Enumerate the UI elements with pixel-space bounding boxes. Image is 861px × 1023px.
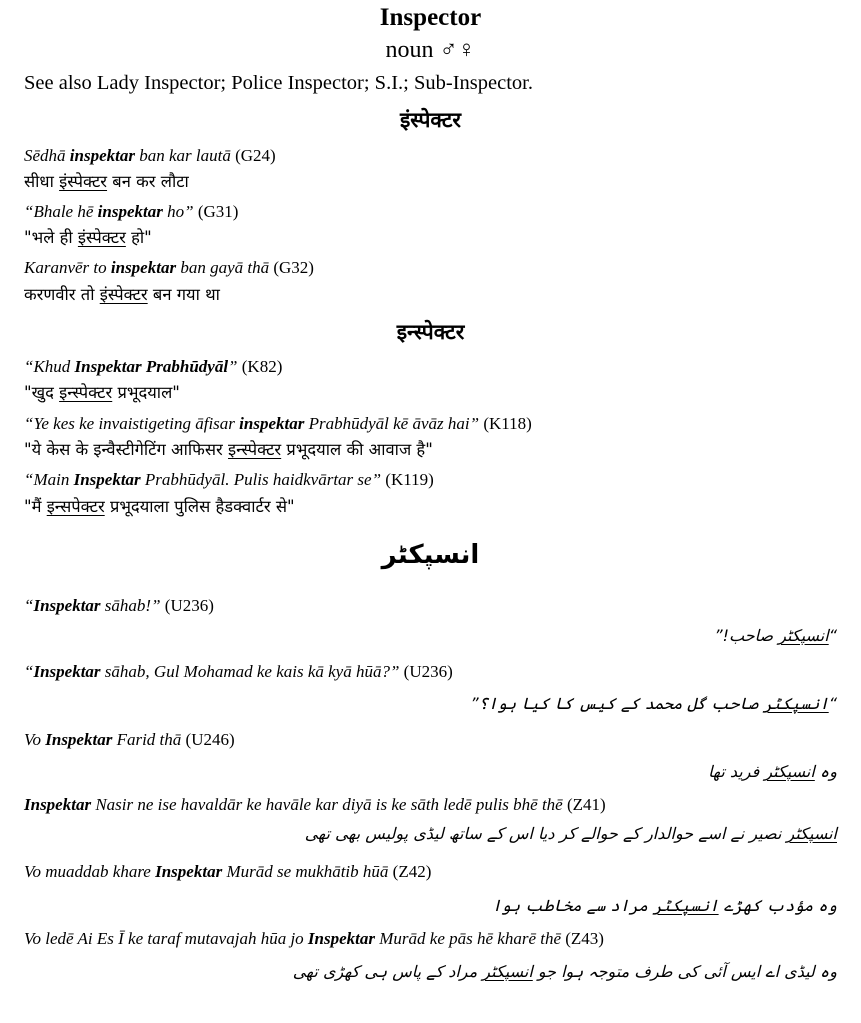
example-urdu: “انسپکٹر صاحب!” — [714, 626, 837, 645]
example-urdu: “انسپکٹر صاحب گل محمد کے کیس کا کیا ہوا؟” — [470, 694, 837, 713]
part-of-speech: noun — [385, 37, 434, 63]
example-urdu: انسپکٹر نصیر نے اسے حوالدار کے حوالے کر دیا اس کے ساتھ لیڈی پولیس بھی تھی — [304, 824, 837, 843]
example-romanized: “Inspektar sāhab!” (U236) — [24, 596, 214, 615]
example-urdu: وہ مؤدب کھڑے انسپکٹر مراد سے مخاطب ہوا — [492, 896, 837, 915]
example-devanagari: "खुद इन्स्पेक्टर प्रभूदयाल" — [24, 383, 180, 402]
example-urdu: وہ لیڈی اے ایس آئی کی طرف متوجہ ہوا جو انسپکٹر مراد کے پاس ہی کھڑی تھی — [292, 962, 837, 981]
example-romanized: Sēdhā inspektar ban kar lautā (G24) — [24, 146, 276, 165]
example-devanagari: "ये केस के इन्वैस्टीगेटिंग आफिसर इन्स्पेक्टर प्रभूदयाल की आवाज है" — [24, 440, 433, 459]
hindi-heading: इन्स्पेक्टर — [396, 320, 465, 344]
example-romanized: “Ye kes ke invaistigeting āfisar inspektar Prabhūdyāl kē āvāz hai” (K118) — [24, 414, 532, 433]
example-romanized: Karanvēr to inspektar ban gayā thā (G32) — [24, 258, 314, 277]
headword: Inspector — [379, 4, 482, 31]
example-devanagari: करणवीर तो इंस्पेक्टर बन गया था — [24, 285, 220, 304]
example-urdu: وہ انسپکٹر فرید تھا — [708, 762, 837, 781]
urdu-heading: انسپکٹر — [381, 540, 480, 570]
example-romanized: “Bhale hē inspektar ho” (G31) — [24, 202, 239, 221]
example-romanized: “Main Inspektar Prabhūdyāl. Pulis haidkvārtar se” (K119) — [24, 470, 434, 489]
example-romanized: Vo ledē Ai Es Ī ke taraf mutavajah hūa jo Inspektar Murād ke pās hē kharē thē (Z43) — [24, 929, 604, 948]
example-devanagari: "भले ही इंस्पेक्टर हो" — [24, 228, 152, 247]
example-romanized: Vo muaddab khare Inspektar Murād se mukhātib hūā (Z42) — [24, 862, 432, 881]
part-of-speech-line — [0, 37, 861, 64]
example-romanized: “Inspektar sāhab, Gul Mohamad ke kais kā kyā hūā?” (U236) — [24, 662, 453, 681]
gender-symbols: ♂♀ — [439, 37, 476, 63]
example-romanized: Inspektar Nasir ne ise havaldār ke havāle kar diyā is ke sāth ledē pulis bhē thē (Z41) — [24, 795, 606, 814]
hindi-heading: इंस्पेक्टर — [399, 108, 462, 132]
see-also: See also Lady Inspector; Police Inspector; S.I.; Sub-Inspector. — [24, 72, 533, 94]
example-devanagari: "मैं इन्सपेक्टर प्रभूदयाला पुलिस हैडक्वार्टर से" — [24, 497, 295, 516]
example-romanized: Vo Inspektar Farid thā (U246) — [24, 730, 235, 749]
example-devanagari: सीधा इंस्पेक्टर बन कर लौटा — [24, 172, 189, 191]
example-romanized: “Khud Inspektar Prabhūdyāl” (K82) — [24, 357, 283, 376]
